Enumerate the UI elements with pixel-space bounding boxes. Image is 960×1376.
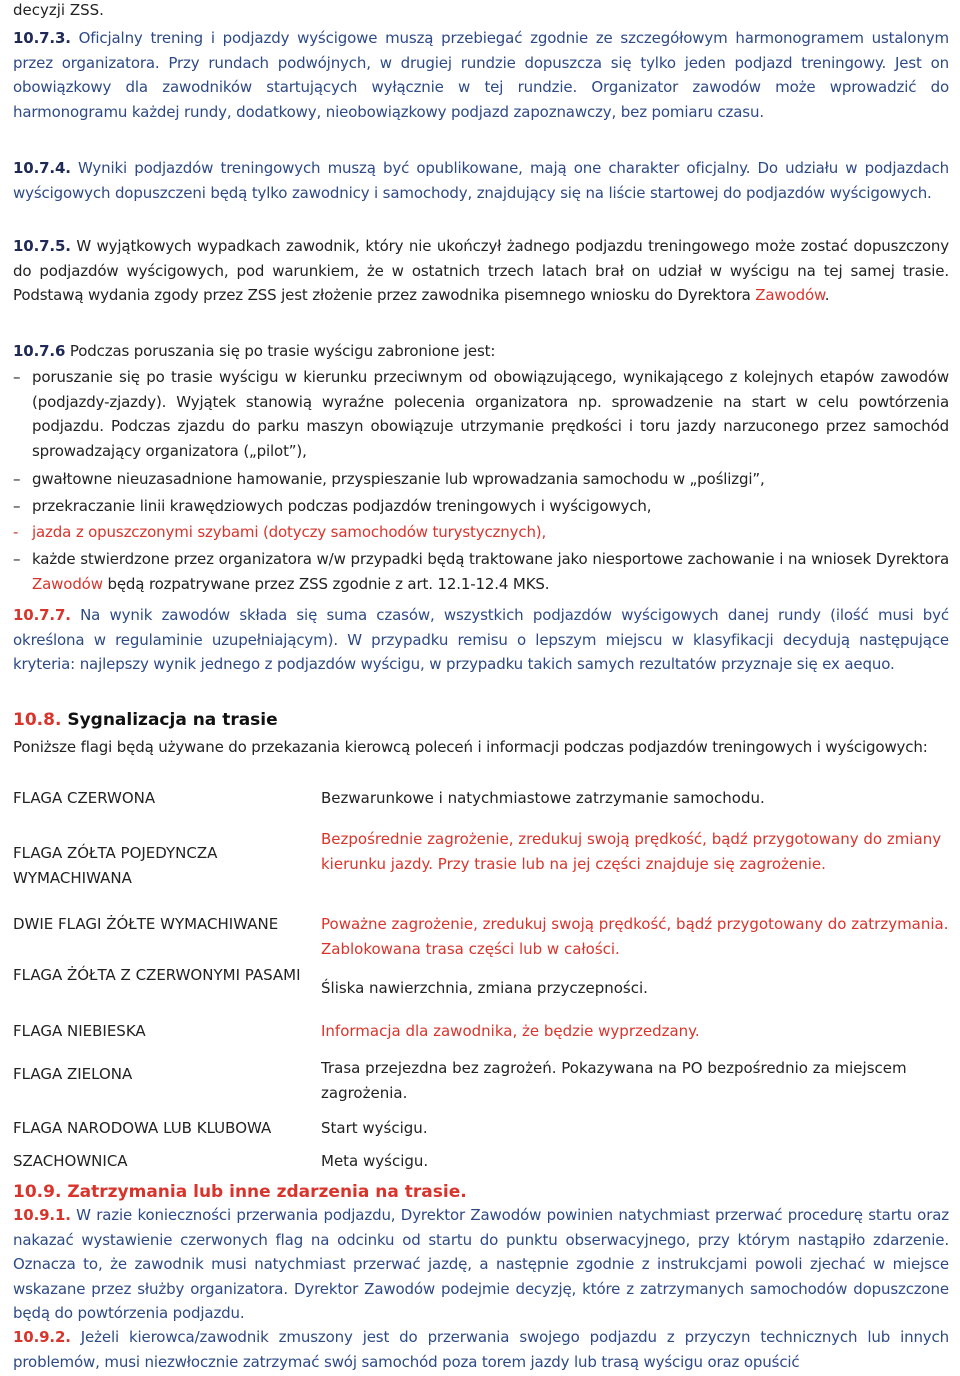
flag-name: FLAGA NIEBIESKA (13, 1022, 146, 1040)
flag-name: FLAGA ZÓŁTA POJEDYNCZA WYMACHIWANA (13, 844, 218, 887)
flag-description: Informacja dla zawodnika, że będzie wyprzedzany. (321, 1022, 700, 1040)
red-text: Zawodów (755, 286, 825, 304)
section-number: 10.9.2. (13, 1328, 71, 1346)
table-row (13, 1116, 949, 1149)
red-text: Zawodów (32, 574, 103, 593)
paragraph-10-7-3 (13, 26, 949, 124)
section-number: 10.8. (13, 710, 62, 730)
flag-description: Start wyścigu. (321, 1119, 428, 1137)
section-number: 10.7.3. (13, 29, 71, 47)
section-title: Sygnalizacja na trasie (61, 710, 278, 730)
flag-description: Poważne zagrożenie, zredukuj swoją prędkość, bądź przygotowany do zatrzymania. Zablokowana trasa części lub w całości. (321, 915, 949, 958)
bullet-item (13, 365, 949, 463)
flag-description: Śliska nawierzchnia, zmiana przyczepności. (321, 979, 648, 997)
table-row (13, 963, 949, 1019)
dash-marker: - (13, 523, 19, 541)
paragraph-text: Oficjalny trening i podjazdy wyścigowe muszą przebiegać zgodnie ze szczegółowym harmonogramem ustalonym przez organizatora. Przy rundach podwójnych, w drugiej rundzie dopuszcza się tylko jeden podjazd treningowy. Jest on obowiązkowy dla zawodników startujących wyłącznie w tej rundzie. Organizator zawodów może wprowadzić do harmonogramu każdej rundy, dodatkowy, nieobowiązkowy podjazd zapoznawczy, bez pomiaru czasu. (13, 29, 949, 121)
flag-name: FLAGA ŻÓŁTA Z CZERWONYMI PASAMI (13, 966, 301, 984)
bullet-text: poruszanie się po trasie wyścigu w kierunku przeciwnym od obowiązującego, wynikającego z kolejnych etapów zawodów (podjazdy-zjazdy). Wyjątek stanowią wyraźne polecenia organizatora np. sprowadzenie na start w celu powtórzenia podjazdu. Podczas zjazdu do parku maszyn obowiązuje utrzymanie prędkości i toru jazdy narzuconego przez samochód sprowadzający organizatora („pilot”), (32, 368, 949, 460)
flag-name: SZACHOWNICA (13, 1152, 128, 1170)
paragraph-text: W razie konieczności przerwania podjazdu, Dyrektor Zawodów powinien natychmiast przerwać procedurę startu oraz nakazać wystawienie czerwonych flag na odcinku od startu do punktu obserwacyjnego, przy którym nastąpiło zdarzenie. Oznacza to, że zawodnik musi natychmiast przerwać jazdę, a następnie zgodnie z instrukcjami powoli zjechać w miejsce wskazane przez służby organizatora. Dyrektor Zawodów podejmie decyzję, które z zatrzymanych samochodów dopuszczone będą do powtórzenia podjazdu. (13, 1206, 949, 1322)
bullet-item (13, 467, 949, 492)
flag-name: FLAGA CZERWONA (13, 789, 156, 807)
dash-marker: – (13, 368, 21, 386)
dash-marker: – (13, 497, 21, 515)
paragraph-10-7-5: 10.7.5. W wyjątkowych wypadkach zawodnik, który nie ukończył żadnego podjazdu treningowego może zostać dopuszczony do podjazdów wyścigowych, pod warunkiem, że w ostatnich trzech latach brał on udział w wyścigu na tej samej trasie. Podstawą wydania zgody przez ZSS jest złożenie przez zawodnika pisemnego wniosku do Dyrektora Zawodów. (13, 237, 949, 304)
section-number: 10.7.6 (13, 342, 66, 360)
flag-description: Bezwarunkowe i natychmiastowe zatrzymanie samochodu. (321, 789, 765, 807)
section-heading-10-8 (13, 708, 949, 733)
dash-marker: – (13, 550, 21, 568)
section-number: 10.7.5. (13, 237, 71, 255)
section-heading-10-9 (13, 1180, 949, 1205)
flag-description: Meta wyścigu. (321, 1152, 429, 1170)
dash-marker: – (13, 470, 21, 488)
bullet-text: gwałtowne nieuzasadnione hamowanie, przyspieszanie lub wprowadzania samochodu w „poślizgi”, (32, 470, 765, 488)
paragraph-10-9-2 (13, 1325, 949, 1374)
paragraph-text: W wyjątkowych wypadkach zawodnik, który nie ukończył żadnego podjazdu treningowego może zostać dopuszczony do podjazdów wyścigowych, pod warunkiem, że w ostatnich trzech latach brał on udział w wyścigu na tej samej trasie. Podstawą wydania zgody przez ZSS jest złożenie przez zawodnika pisemnego wniosku do Dyrektora (13, 237, 949, 304)
flag-name: DWIE FLAGI ŻÓŁTE WYMACHIWANE (13, 915, 279, 933)
flag-description: Trasa przejezdna bez zagrożeń. Pokazywana na PO bezpośrednio za miejscem zagrożenia. (321, 1059, 907, 1102)
table-row (13, 912, 949, 963)
bullet-text: każde stwierdzone przez organizatora w/w przypadki będą traktowane jako niesportowe zachowanie i na wniosek Dyrektora (32, 550, 949, 568)
bullet-text: jazda z opuszczonymi szybami (dotyczy samochodów turystycznych), (32, 523, 547, 541)
paragraph-text: Wyniki podjazdów treningowych muszą być opublikowane, mają one charakter oficjalny. Do udziału w podjazdach wyścigowych dopuszczeni będą tylko zawodnicy i samochody, znajdujący się na liście startowej do podjazdów wyścigowych. (13, 159, 949, 202)
paragraph-10-7-7 (13, 603, 949, 677)
section-number: 10.9.1. (13, 1206, 71, 1224)
section-intro: Poniższe flagi będą używane do przekazania kierowcą poleceń i informacji podczas podjazdów treningowych i wyścigowych: (13, 738, 928, 756)
table-row (13, 1149, 949, 1174)
table-row (13, 827, 949, 912)
section-title: 10.9. Zatrzymania lub inne zdarzenia na trasie. (13, 1182, 467, 1202)
table-row (13, 786, 949, 827)
flag-name: FLAGA NARODOWA LUB KLUBOWA (13, 1119, 272, 1137)
flags-table (13, 786, 949, 1174)
paragraph-text: Jeżeli kierowca/zawodnik zmuszony jest do przerwania swojego podjazdu z przyczyn technicznych lub innych problemów, musi niezwłocznie zatrzymać swój samochód poza torem jazdy lub trasą wyścigu oraz opuścić (13, 1328, 949, 1371)
section-number: 10.7.4. (13, 159, 71, 177)
paragraph-text: Podczas poruszania się po trasie wyścigu zabronione jest: (65, 342, 496, 360)
paragraph-10-7-6 (13, 339, 949, 364)
paragraph-10-9-1 (13, 1203, 949, 1326)
section-number: 10.7.7. (13, 606, 71, 624)
table-row (13, 1052, 949, 1116)
table-row (13, 1019, 949, 1052)
bullet-item-red (13, 520, 949, 545)
bullet-item (13, 494, 949, 519)
bullet-text: przekraczanie linii krawędziowych podczas podjazdów treningowych i wyścigowych, (32, 497, 652, 515)
paragraph-10-7-4 (13, 156, 949, 205)
flag-name: FLAGA ZIELONA (13, 1065, 133, 1083)
bullet-item: – każde stwierdzone przez organizatora w/w przypadki będą traktowane jako niesportowe zachowanie i na wniosek Dyrektora Zawodów będą rozpatrywane przez ZSS zgodnie z art. 12.1-12.4 MKS. (13, 547, 949, 596)
paragraph-text: Na wynik zawodów składa się suma czasów, wszystkich podjazdów wyścigowych danej rundy (ilość musi być określona w regulaminie uzupełniającym). W przypadku remisu o lepszym miejscu w klasyfikacji decydują następujące kryteria: najlepszy wynik jednego z podjazdów wyścigu, w przypadku takich samych rezultatów przyznaje się ex aequo. (13, 606, 949, 673)
carryover-line: decyzji ZSS. (13, 1, 104, 19)
flag-description: Bezpośrednie zagrożenie, zredukuj swoją prędkość, bądź przygotowany do zmiany kierunku jazdy. Przy trasie lub na jej części znajduje się zagrożenie. (321, 830, 942, 873)
